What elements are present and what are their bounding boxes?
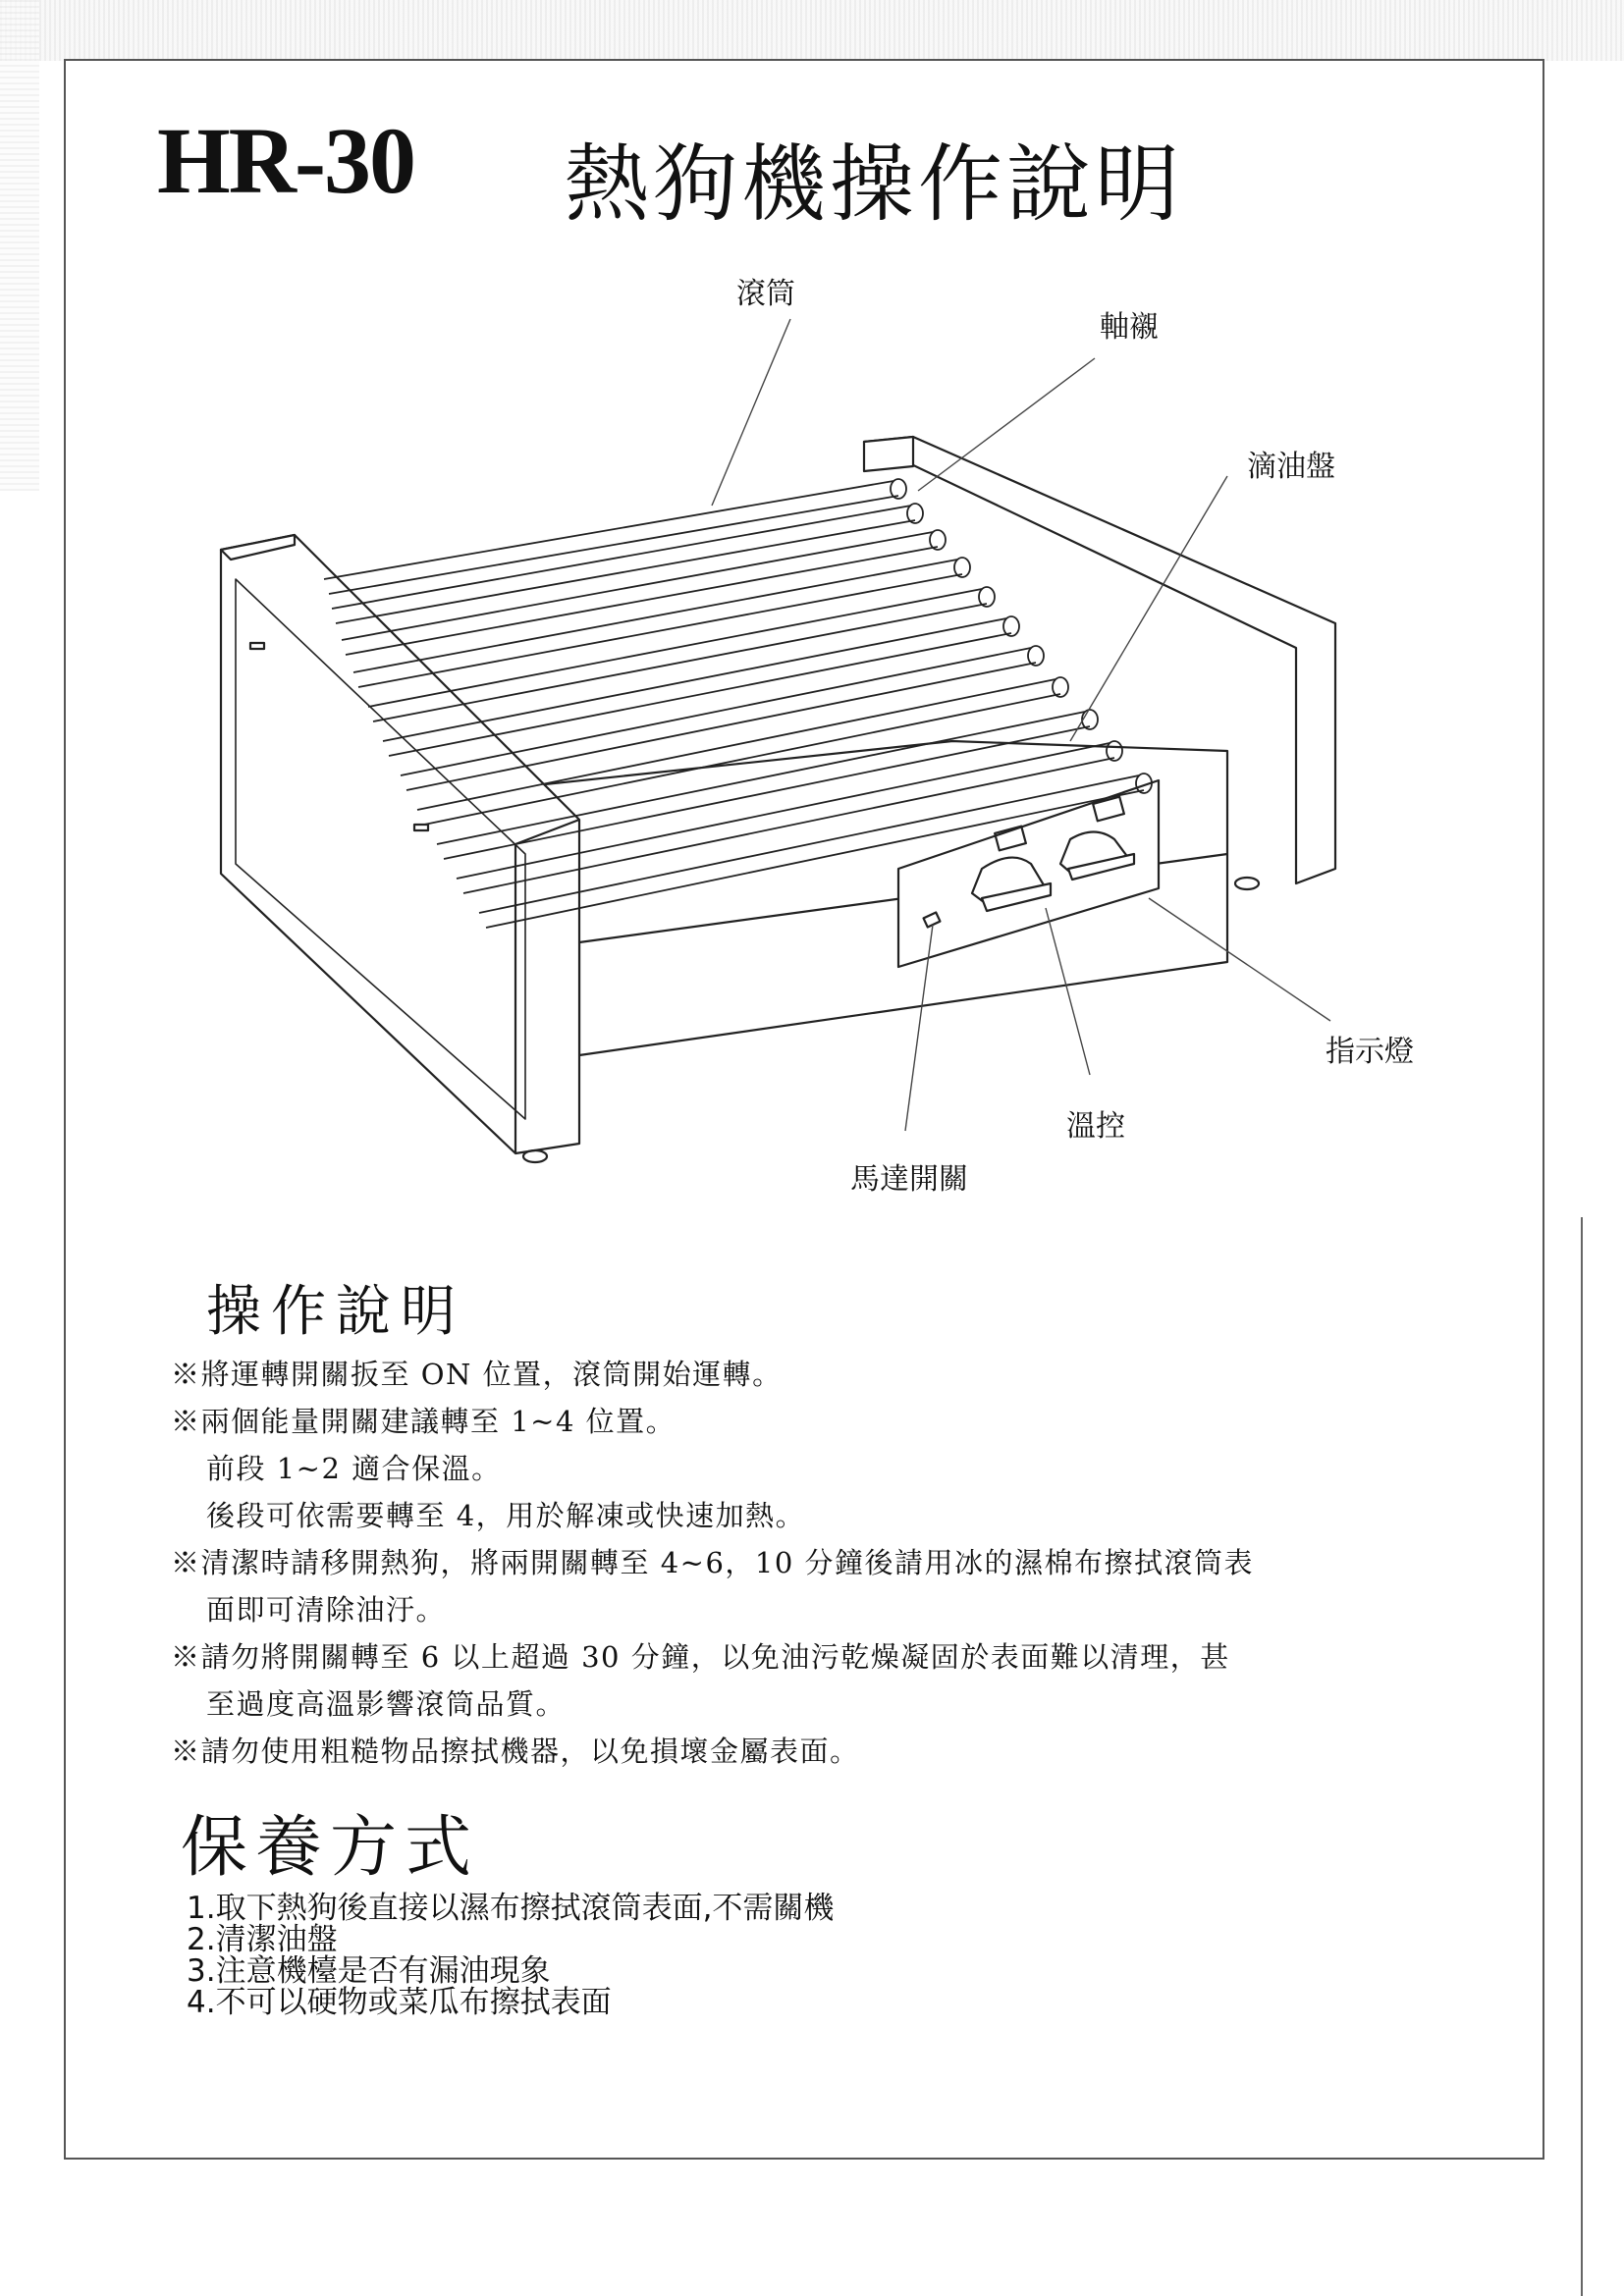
instruction-line: 面即可清除油汙。 [206, 1593, 447, 1627]
operation-title: 操作說明 [206, 1280, 465, 1344]
instruction-line: 後段可依需要轉至 4，用於解凍或快速加熱。 [206, 1499, 806, 1532]
maintenance-item: 2.清潔油盤 [187, 1922, 338, 1957]
instruction-line: ※清潔時請移開熱狗，將兩開關轉至 4~6，10 分鐘後請用冰的濕棉布擦拭滾筒表 [171, 1546, 1255, 1579]
operation-instructions [171, 1351, 1290, 1775]
callout-temp-control: 溫控 [1066, 1109, 1125, 1144]
callout-bushing: 軸襯 [1100, 310, 1159, 345]
callout-indicator-light: 指示燈 [1326, 1035, 1414, 1069]
instruction-line: ※請勿將開關轉至 6 以上超過 30 分鐘，以免油污乾燥凝固於表面難以清理，甚 [171, 1640, 1230, 1674]
instruction-line: ※請勿使用粗糙物品擦拭機器，以免損壞金屬表面。 [171, 1735, 860, 1768]
scan-border-left [0, 0, 39, 491]
maintenance-list [187, 1893, 834, 2018]
model-number: HR-30 [157, 108, 414, 213]
page-title: 熱狗機操作說明 [565, 135, 1183, 234]
callout-drip-tray: 滴油盤 [1247, 450, 1335, 484]
scan-border-top [0, 0, 1624, 61]
callout-motor-switch: 馬達開關 [850, 1162, 968, 1197]
instruction-line: ※兩個能量開關建議轉至 1~4 位置。 [171, 1405, 677, 1438]
maintenance-title: 保養方式 [181, 1809, 480, 1887]
scan-edge-line [1581, 1217, 1583, 2296]
instruction-line: ※將運轉開關扳至 ON 位置，滾筒開始運轉。 [171, 1358, 783, 1391]
hotdog-machine-diagram [206, 255, 1443, 1198]
instruction-line: 至過度高溫影響滾筒品質。 [206, 1687, 567, 1721]
maintenance-item: 1.取下熱狗後直接以濕布擦拭滾筒表面,不需關機 [187, 1891, 835, 1926]
callout-roller: 滾筒 [736, 277, 795, 311]
maintenance-item: 3.注意機檯是否有漏油現象 [187, 1953, 551, 1989]
instruction-line: 前段 1~2 適合保溫。 [206, 1452, 502, 1485]
maintenance-item: 4.不可以硬物或菜瓜布擦拭表面 [187, 1985, 612, 2020]
